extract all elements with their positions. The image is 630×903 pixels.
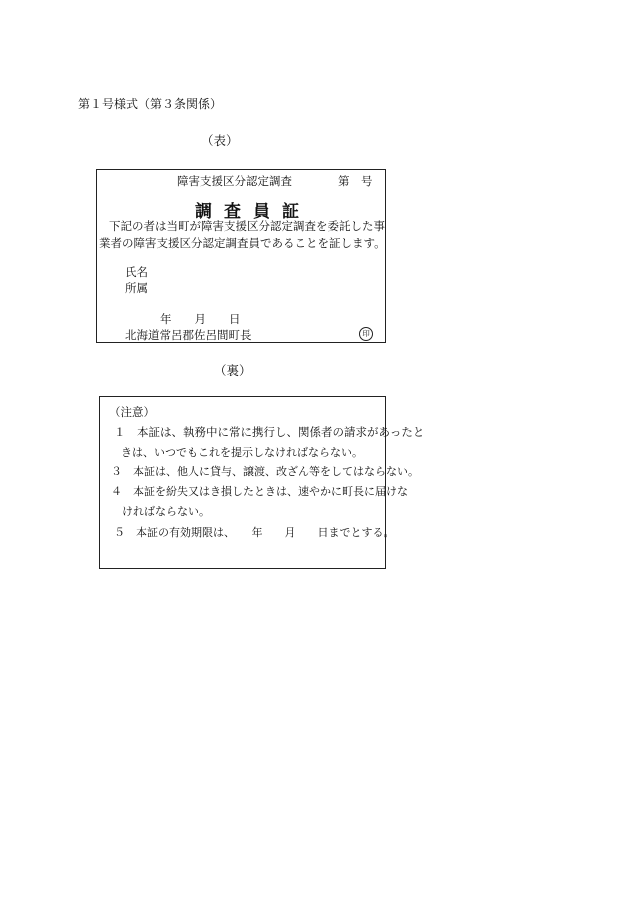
- card-title: 障害支援区分認定調査: [177, 174, 292, 188]
- front-side-label: （表）: [201, 133, 239, 148]
- note-5: ５ 本証の有効期限は、 年 月 日までとする。: [114, 526, 395, 539]
- note-1-line2: きは、いつでもこれを提示しなければならない。: [121, 446, 363, 459]
- note-1-line1: １ 本証は、執務中に常に携行し、関係者の請求があったと: [114, 425, 425, 439]
- seal-mark-icon: 印: [359, 327, 373, 341]
- card-body-line2: 業者の障害支援区分認定調査員であることを証します。: [99, 236, 386, 250]
- name-label: 氏名: [125, 265, 148, 279]
- affiliation-label: 所属: [125, 281, 148, 295]
- note-4-line2: ければならない。: [122, 505, 210, 518]
- back-side-label: （裏）: [214, 363, 252, 378]
- id-card-front: [96, 169, 386, 343]
- card-heading: 調査員証: [195, 202, 311, 222]
- id-card-back: [99, 396, 425, 569]
- issuer-name: 北海道常呂郡佐呂間町長: [125, 328, 252, 342]
- form-number-label: 第１号様式（第３条関係）: [78, 97, 223, 111]
- issue-date: 年 月 日: [160, 312, 241, 326]
- note-3: ３ 本証は、他人に貸与、譲渡、改ざん等をしてはならない。: [111, 465, 419, 478]
- note-4-line1: ４ 本証を紛失又はき損したときは、速やかに町長に届けな: [111, 485, 408, 498]
- notes-heading: （注意）: [109, 405, 155, 419]
- card-body-line1: 下記の者は当町が障害支援区分認定調査を委託した事: [109, 219, 385, 233]
- card-number: 第 号: [338, 174, 373, 188]
